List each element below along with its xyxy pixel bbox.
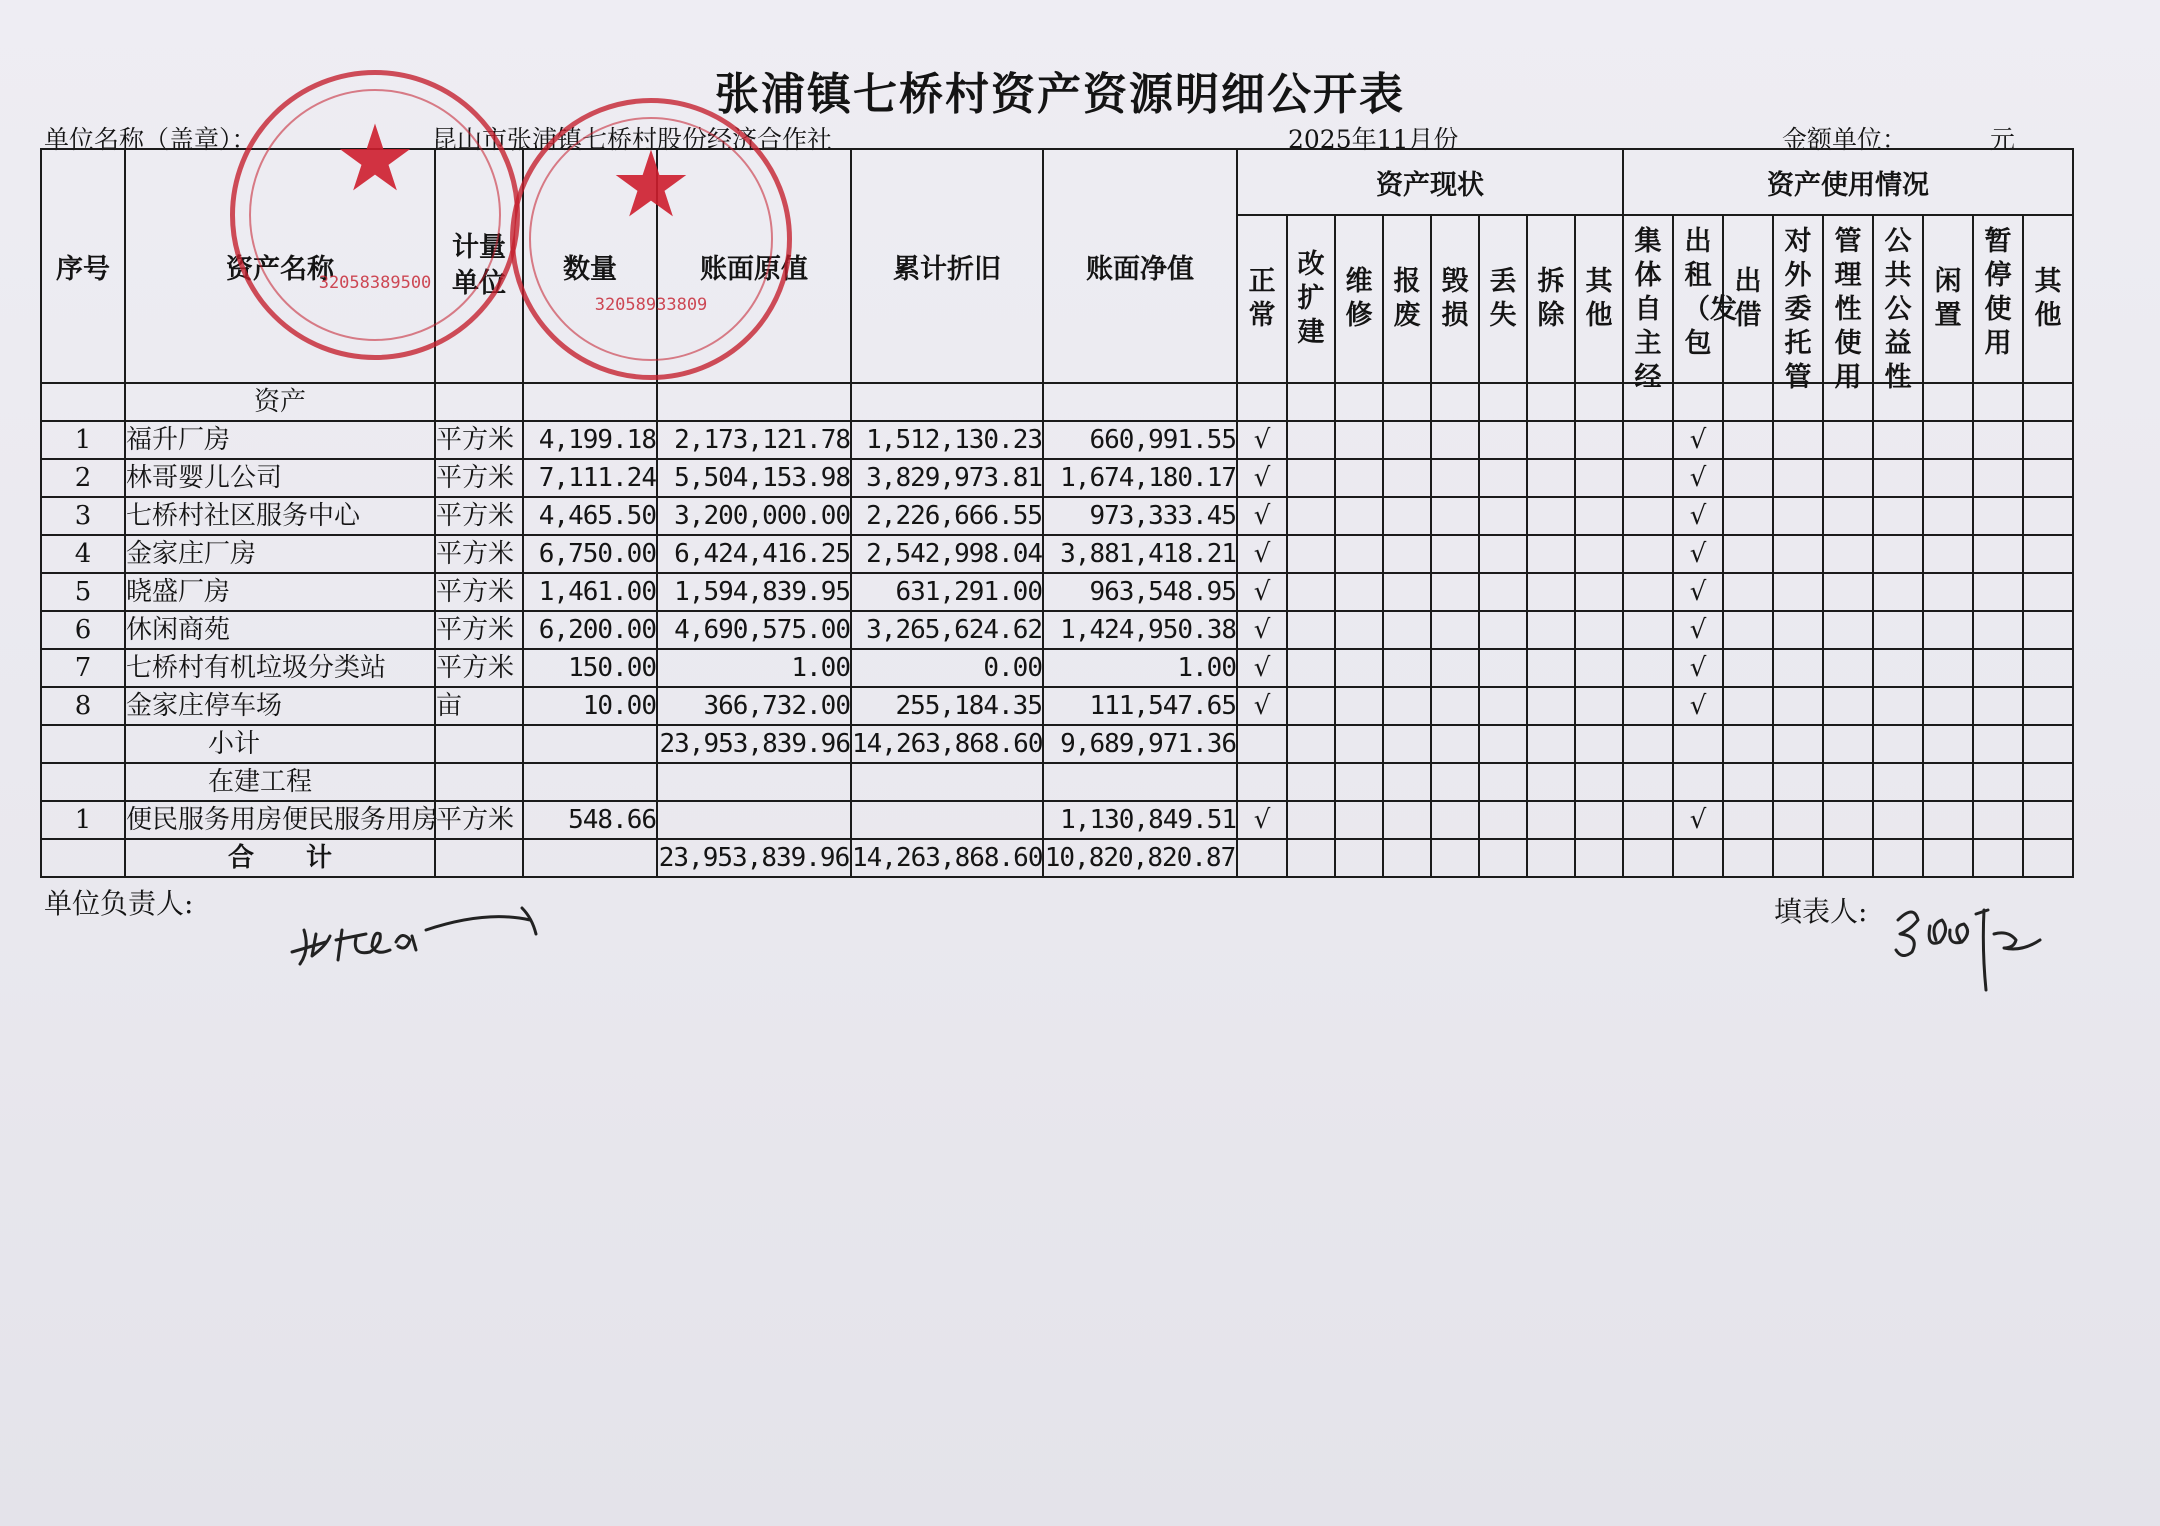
row-qty: 548.66 (523, 801, 657, 839)
row-unit: 平方米 (435, 459, 523, 497)
empty-cell (1335, 801, 1383, 839)
usage-col-9: 其他 (2023, 215, 2073, 383)
empty-cell (1383, 611, 1431, 649)
row-net: 1,130,849.51 (1043, 801, 1237, 839)
empty-cell (1335, 535, 1383, 573)
empty-cell (1973, 687, 2023, 725)
row-orig: 4,690,575.00 (657, 611, 851, 649)
section-construction-row (41, 763, 2073, 801)
row-unit: 平方米 (435, 535, 523, 573)
empty-cell (1383, 649, 1431, 687)
empty-cell (1287, 459, 1335, 497)
row-name: 晓盛厂房 (125, 573, 435, 611)
seal-code-1: 32058389500 (318, 273, 432, 294)
empty-cell (1773, 801, 1823, 839)
empty-cell (1335, 611, 1383, 649)
empty-cell (2023, 801, 2073, 839)
empty-cell (1287, 497, 1335, 535)
row-seq: 1 (41, 801, 125, 839)
empty-cell (1575, 573, 1623, 611)
row-orig: 6,424,416.25 (657, 535, 851, 573)
amount-unit-label: 金额单位： (1782, 125, 1908, 154)
usage-col-4: 对外委托管 (1773, 215, 1823, 383)
row-orig: 366,732.00 (657, 687, 851, 725)
empty-cell (1823, 611, 1873, 649)
empty-cell (1287, 687, 1335, 725)
check-rented-mark: √ (1673, 573, 1723, 611)
row-seq: 7 (41, 649, 125, 687)
unit-name-value: 昆山市张浦镇七桥村股份经济合作社 (432, 125, 833, 154)
empty-cell (1873, 421, 1923, 459)
empty-cell (1873, 497, 1923, 535)
total-net: 10,820,820.87 (1043, 839, 1237, 877)
table-row (41, 535, 2073, 573)
empty-cell (1923, 801, 1973, 839)
empty-cell (1383, 535, 1431, 573)
row-name: 金家庄停车场 (125, 687, 435, 725)
empty-cell (1335, 497, 1383, 535)
row-qty: 1,461.00 (523, 573, 657, 611)
empty-cell (1973, 611, 2023, 649)
section-assets-label: 资产 (125, 383, 435, 421)
empty-cell (1773, 535, 1823, 573)
row-qty: 6,750.00 (523, 535, 657, 573)
empty-cell (1335, 421, 1383, 459)
empty-cell (1923, 421, 1973, 459)
empty-cell (1923, 497, 1973, 535)
row-net: 1,674,180.17 (1043, 459, 1237, 497)
empty-cell (1723, 801, 1773, 839)
check-normal-mark: √ (1237, 687, 1287, 725)
empty-cell (2023, 421, 2073, 459)
empty-cell (1823, 421, 1873, 459)
usage-group-header: 资产使用情况 (1623, 149, 2073, 215)
filler-label: 填表人: (1774, 895, 1868, 928)
subtotal-depr: 14,263,868.60 (851, 725, 1043, 763)
check-rented-mark: √ (1673, 459, 1723, 497)
row-unit: 平方米 (435, 573, 523, 611)
empty-cell (1431, 611, 1479, 649)
empty-cell (1479, 421, 1527, 459)
status-col-8: 其他 (1575, 215, 1623, 383)
check-normal-mark: √ (1237, 649, 1287, 687)
row-unit: 亩 (435, 687, 523, 725)
empty-cell (1873, 535, 1923, 573)
asset-table (40, 148, 2074, 878)
check-rented-mark: √ (1673, 611, 1723, 649)
row-net: 111,547.65 (1043, 687, 1237, 725)
amount-unit-value: 元 (1990, 125, 2016, 154)
row-unit: 平方米 (435, 611, 523, 649)
empty-cell (1383, 497, 1431, 535)
empty-cell (1287, 535, 1335, 573)
empty-cell (1873, 649, 1923, 687)
usage-col-6: 公共公益性 (1873, 215, 1923, 383)
row-qty: 7,111.24 (523, 459, 657, 497)
row-name: 七桥村有机垃圾分类站 (125, 649, 435, 687)
total-orig: 23,953,839.96 (657, 839, 851, 877)
empty-cell (1527, 573, 1575, 611)
row-qty: 10.00 (523, 687, 657, 725)
empty-cell (1773, 687, 1823, 725)
empty-cell (1873, 573, 1923, 611)
empty-cell (1431, 459, 1479, 497)
empty-cell (1923, 459, 1973, 497)
row-qty: 6,200.00 (523, 611, 657, 649)
empty-cell (1335, 459, 1383, 497)
empty-cell (1723, 535, 1773, 573)
row-depr: 2,542,998.04 (851, 535, 1043, 573)
table-row (41, 497, 2073, 535)
empty-cell (2023, 573, 2073, 611)
row-orig: 2,173,121.78 (657, 421, 851, 459)
check-normal-mark: √ (1237, 421, 1287, 459)
empty-cell (1823, 535, 1873, 573)
row-depr: 1,512,130.23 (851, 421, 1043, 459)
row-net: 1,424,950.38 (1043, 611, 1237, 649)
responsible-signature (286, 890, 556, 970)
document-title: 张浦镇七桥村资产资源明细公开表 (715, 69, 1405, 120)
empty-cell (1527, 421, 1575, 459)
status-col-3: 维修 (1335, 215, 1383, 383)
empty-cell (1623, 573, 1673, 611)
row-unit: 平方米 (435, 421, 523, 459)
empty-cell (1383, 459, 1431, 497)
empty-cell (1575, 801, 1623, 839)
empty-cell (1527, 497, 1575, 535)
empty-cell (1431, 497, 1479, 535)
check-normal-mark: √ (1237, 801, 1287, 839)
empty-cell (1823, 687, 1873, 725)
empty-cell (1575, 459, 1623, 497)
usage-col-5: 管理性使用 (1823, 215, 1873, 383)
status-col-4: 报废 (1383, 215, 1431, 383)
empty-cell (1479, 497, 1527, 535)
row-unit: 平方米 (435, 649, 523, 687)
empty-cell (1723, 687, 1773, 725)
col-net: 账面净值 (1043, 149, 1237, 383)
status-col-6: 丢失 (1479, 215, 1527, 383)
total-depr: 14,263,868.60 (851, 839, 1043, 877)
row-depr: 255,184.35 (851, 687, 1043, 725)
empty-cell (1431, 421, 1479, 459)
col-orig: 账面原值 (657, 149, 851, 383)
table-row (41, 801, 2073, 839)
seal-code-2: 32058933809 (594, 295, 708, 316)
empty-cell (1773, 459, 1823, 497)
check-rented-mark: √ (1673, 649, 1723, 687)
empty-cell (1873, 801, 1923, 839)
empty-cell (1479, 611, 1527, 649)
section-assets-row (41, 383, 2073, 421)
check-normal-mark: √ (1237, 535, 1287, 573)
empty-cell (1479, 649, 1527, 687)
row-net: 3,881,418.21 (1043, 535, 1237, 573)
empty-cell (1575, 421, 1623, 459)
check-rented-mark: √ (1673, 497, 1723, 535)
empty-cell (1431, 687, 1479, 725)
row-name: 七桥村社区服务中心 (125, 497, 435, 535)
check-normal-mark: √ (1237, 497, 1287, 535)
empty-cell (1335, 573, 1383, 611)
empty-cell (1773, 573, 1823, 611)
row-name: 便民服务用房便民服务用房 (125, 801, 435, 839)
empty-cell (1823, 801, 1873, 839)
empty-cell (1823, 497, 1873, 535)
empty-cell (1431, 649, 1479, 687)
empty-cell (1383, 687, 1431, 725)
usage-col-7: 闲置 (1923, 215, 1973, 383)
empty-cell (1823, 649, 1873, 687)
empty-cell (1479, 801, 1527, 839)
empty-cell (1723, 649, 1773, 687)
empty-cell (1287, 573, 1335, 611)
empty-cell (1923, 611, 1973, 649)
usage-col-3: 出借 (1723, 215, 1773, 383)
empty-cell (1575, 687, 1623, 725)
empty-cell (2023, 535, 2073, 573)
empty-cell (1923, 649, 1973, 687)
check-normal-mark: √ (1237, 611, 1287, 649)
empty-cell (1873, 687, 1923, 725)
empty-cell (1723, 421, 1773, 459)
row-seq: 5 (41, 573, 125, 611)
row-depr: 3,265,624.62 (851, 611, 1043, 649)
empty-cell (2023, 459, 2073, 497)
row-unit: 平方米 (435, 497, 523, 535)
empty-cell (1723, 573, 1773, 611)
check-normal-mark: √ (1237, 573, 1287, 611)
check-normal-mark: √ (1237, 459, 1287, 497)
check-rented-mark: √ (1673, 687, 1723, 725)
check-rented-mark: √ (1673, 801, 1723, 839)
empty-cell (1431, 535, 1479, 573)
empty-cell (1575, 497, 1623, 535)
row-depr: 3,829,973.81 (851, 459, 1043, 497)
empty-cell (1527, 687, 1575, 725)
row-orig (657, 801, 851, 839)
table-row (41, 611, 2073, 649)
empty-cell (1479, 459, 1527, 497)
empty-cell (1623, 687, 1673, 725)
total-label: 合 计 (125, 839, 435, 877)
empty-cell (1773, 497, 1823, 535)
empty-cell (1623, 801, 1673, 839)
unit-name-label: 单位名称（盖章）： (44, 125, 257, 154)
empty-cell (1923, 535, 1973, 573)
usage-col-2: 出租（发包 (1673, 215, 1723, 383)
empty-cell (1973, 459, 2023, 497)
empty-cell (1623, 649, 1673, 687)
empty-cell (1527, 649, 1575, 687)
col-unit: 计量单位 (435, 149, 523, 383)
row-depr: 2,226,666.55 (851, 497, 1043, 535)
status-col-2: 改扩建 (1287, 215, 1335, 383)
empty-cell (1623, 459, 1673, 497)
empty-cell (1773, 421, 1823, 459)
subtotal-net: 9,689,971.36 (1043, 725, 1237, 763)
row-qty: 4,199.18 (523, 421, 657, 459)
empty-cell (1823, 573, 1873, 611)
row-net: 973,333.45 (1043, 497, 1237, 535)
row-depr: 0.00 (851, 649, 1043, 687)
empty-cell (1575, 611, 1623, 649)
row-unit: 平方米 (435, 801, 523, 839)
row-orig: 3,200,000.00 (657, 497, 851, 535)
section-construction-label: 在建工程 (125, 763, 435, 801)
responsible-label: 单位负责人: (44, 887, 194, 920)
empty-cell (1923, 573, 1973, 611)
row-seq: 6 (41, 611, 125, 649)
row-orig: 1.00 (657, 649, 851, 687)
table-row (41, 649, 2073, 687)
usage-col-1: 集体自主经 (1623, 215, 1673, 383)
empty-cell (1527, 459, 1575, 497)
row-seq: 2 (41, 459, 125, 497)
empty-cell (1873, 459, 1923, 497)
empty-cell (1287, 421, 1335, 459)
empty-cell (1479, 535, 1527, 573)
empty-cell (2023, 497, 2073, 535)
empty-cell (1973, 421, 2023, 459)
empty-cell (1773, 611, 1823, 649)
seal-star-icon: ★ (333, 105, 417, 212)
row-orig: 1,594,839.95 (657, 573, 851, 611)
empty-cell (1575, 535, 1623, 573)
check-rented-mark: √ (1673, 535, 1723, 573)
empty-cell (1527, 611, 1575, 649)
empty-cell (1383, 573, 1431, 611)
empty-cell (1923, 687, 1973, 725)
empty-cell (1383, 801, 1431, 839)
col-seq: 序号 (41, 149, 125, 383)
empty-cell (1431, 801, 1479, 839)
status-group-header: 资产现状 (1237, 149, 1623, 215)
row-name: 福升厂房 (125, 421, 435, 459)
empty-cell (1773, 649, 1823, 687)
empty-cell (1623, 611, 1673, 649)
row-seq: 3 (41, 497, 125, 535)
empty-cell (2023, 611, 2073, 649)
row-name: 休闲商苑 (125, 611, 435, 649)
empty-cell (1973, 497, 2023, 535)
empty-cell (1287, 649, 1335, 687)
period: 2025年11月份 (1288, 125, 1459, 154)
check-rented-mark: √ (1673, 421, 1723, 459)
row-seq: 1 (41, 421, 125, 459)
empty-cell (1431, 573, 1479, 611)
empty-cell (1623, 421, 1673, 459)
table-row (41, 573, 2073, 611)
row-name: 林哥婴儿公司 (125, 459, 435, 497)
table-row (41, 687, 2073, 725)
empty-cell (1527, 801, 1575, 839)
empty-cell (1973, 801, 2023, 839)
empty-cell (1623, 535, 1673, 573)
table-row (41, 459, 2073, 497)
usage-col-8: 暂停使用 (1973, 215, 2023, 383)
empty-cell (1383, 421, 1431, 459)
col-depr: 累计折旧 (851, 149, 1043, 383)
empty-cell (1575, 649, 1623, 687)
empty-cell (1823, 459, 1873, 497)
status-col-5: 毁损 (1431, 215, 1479, 383)
empty-cell (1623, 497, 1673, 535)
col-name: 资产名称 (125, 149, 435, 383)
empty-cell (2023, 687, 2073, 725)
status-col-7: 拆除 (1527, 215, 1575, 383)
empty-cell (1723, 611, 1773, 649)
subtotal-label: 小计 (125, 725, 435, 763)
empty-cell (1973, 649, 2023, 687)
empty-cell (1335, 649, 1383, 687)
row-orig: 5,504,153.98 (657, 459, 851, 497)
table-row (41, 421, 2073, 459)
empty-cell (1287, 611, 1335, 649)
row-net: 660,991.55 (1043, 421, 1237, 459)
row-qty: 150.00 (523, 649, 657, 687)
subtotal-row (41, 725, 2073, 763)
filler-signature (1890, 890, 2060, 1000)
empty-cell (1973, 573, 2023, 611)
row-seq: 4 (41, 535, 125, 573)
empty-cell (1479, 573, 1527, 611)
row-depr (851, 801, 1043, 839)
empty-cell (1723, 459, 1773, 497)
empty-cell (2023, 649, 2073, 687)
empty-cell (1527, 535, 1575, 573)
col-qty: 数量 (523, 149, 657, 383)
row-qty: 4,465.50 (523, 497, 657, 535)
row-net: 1.00 (1043, 649, 1237, 687)
seal-star-icon: ★ (609, 130, 693, 238)
empty-cell (1973, 535, 2023, 573)
row-depr: 631,291.00 (851, 573, 1043, 611)
row-name: 金家庄厂房 (125, 535, 435, 573)
empty-cell (1479, 687, 1527, 725)
empty-cell (1873, 611, 1923, 649)
subtotal-orig: 23,953,839.96 (657, 725, 851, 763)
status-col-1: 正常 (1237, 215, 1287, 383)
empty-cell (1287, 801, 1335, 839)
empty-cell (1723, 497, 1773, 535)
row-seq: 8 (41, 687, 125, 725)
row-net: 963,548.95 (1043, 573, 1237, 611)
empty-cell (1335, 687, 1383, 725)
total-row (41, 839, 2073, 877)
